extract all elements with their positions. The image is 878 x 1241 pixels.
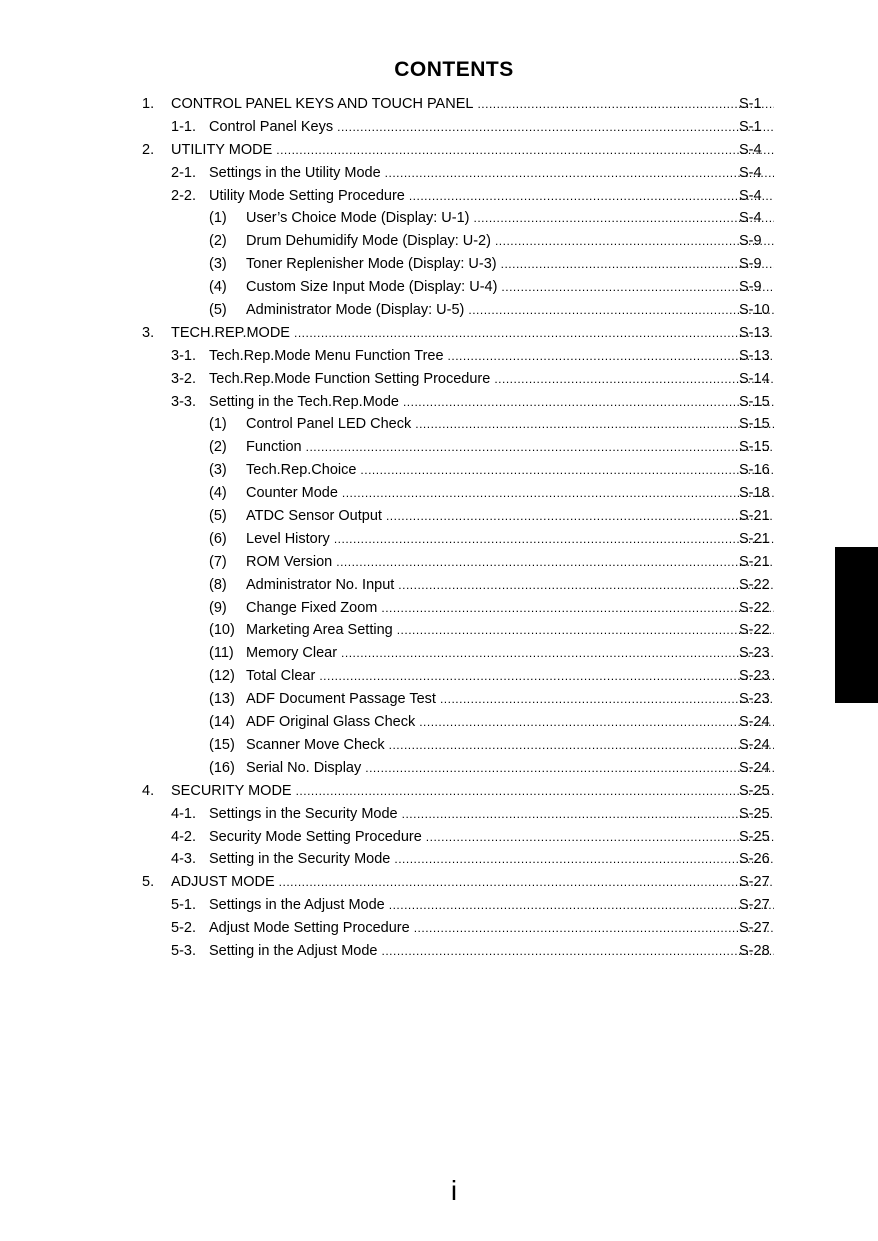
toc-entry-number: (6) xyxy=(209,530,227,547)
toc-entry[interactable] xyxy=(0,871,878,894)
toc-entry-number: (2) xyxy=(209,233,227,250)
toc-entry-page: S-21 xyxy=(739,530,770,547)
toc-entry[interactable] xyxy=(0,688,878,711)
toc-entry-text xyxy=(246,688,774,711)
toc-entry-page: S-25 xyxy=(739,782,770,799)
toc-entry-number: (12) xyxy=(209,668,235,685)
toc-entry-title: Serial No. Display xyxy=(246,759,362,776)
toc-entry-number: (14) xyxy=(209,714,235,731)
toc-entry-text xyxy=(209,826,774,849)
toc-entry-text xyxy=(246,574,774,597)
toc-entry-number: 3-2. xyxy=(171,370,196,387)
toc-entry-page: S-13 xyxy=(739,347,770,364)
toc-entry-text xyxy=(246,253,774,276)
toc-entry[interactable] xyxy=(0,436,878,459)
toc-entry-title: Total Clear xyxy=(246,668,316,685)
dot-leader xyxy=(389,894,774,917)
toc-entry-text xyxy=(246,299,774,322)
toc-entry-text xyxy=(209,894,774,917)
toc-entry[interactable] xyxy=(0,185,878,208)
toc-entry-text xyxy=(209,368,774,391)
toc-entry-text xyxy=(171,871,774,894)
toc-entry-title: Control Panel Keys xyxy=(209,118,334,135)
toc-entry-text xyxy=(209,185,774,208)
toc-entry-text xyxy=(246,528,774,551)
toc-entry-title: Tech.Rep.Mode Function Setting Procedure xyxy=(209,370,491,387)
toc-entry[interactable] xyxy=(0,93,878,116)
dot-leader xyxy=(381,597,774,620)
dot-leader xyxy=(409,185,774,208)
toc-entry-page: S-18 xyxy=(739,485,770,502)
toc-entry-number: (10) xyxy=(209,622,235,639)
dot-leader xyxy=(337,116,774,139)
toc-entry[interactable] xyxy=(0,253,878,276)
dot-leader xyxy=(385,162,774,185)
toc-entry-number: 3-3. xyxy=(171,393,196,410)
toc-entry-number: 5. xyxy=(142,874,155,891)
toc-entry-title: Settings in the Utility Mode xyxy=(209,164,381,181)
toc-entry-page: S-27 xyxy=(739,897,770,914)
toc-entry-title: ATDC Sensor Output xyxy=(246,508,382,525)
toc-entry-page: S-21 xyxy=(739,553,770,570)
toc-entry-number: (3) xyxy=(209,462,227,479)
toc-entry-number: (15) xyxy=(209,736,235,753)
toc-entry-text xyxy=(246,757,774,780)
toc-entry-number: 5-3. xyxy=(171,942,196,959)
toc-entry[interactable] xyxy=(0,505,878,528)
toc-entry-number: 4. xyxy=(142,782,155,799)
toc-entry-page: S-13 xyxy=(739,324,770,341)
toc-entry-text xyxy=(171,322,774,345)
toc-entry-text xyxy=(171,93,774,116)
toc-entry-number: (3) xyxy=(209,256,227,273)
toc-entry[interactable] xyxy=(0,917,878,940)
toc-entry-title: CONTROL PANEL KEYS AND TOUCH PANEL xyxy=(171,96,474,112)
toc-entry-title: Change Fixed Zoom xyxy=(246,599,378,616)
toc-entry-text xyxy=(209,391,774,414)
toc-entry-title: TECH.REP.MODE xyxy=(171,324,290,341)
toc-entry[interactable] xyxy=(0,757,878,780)
toc-entry-title: Setting in the Tech.Rep.Mode xyxy=(209,393,399,410)
toc-entry-page: S-9 xyxy=(739,256,762,273)
toc-entry[interactable] xyxy=(0,528,878,551)
toc-entry[interactable] xyxy=(0,619,878,642)
toc-entry-text xyxy=(246,482,774,505)
toc-entry-page: S-9 xyxy=(739,279,762,296)
toc-entry[interactable] xyxy=(0,780,878,803)
toc-entry-title: ROM Version xyxy=(246,553,333,570)
toc-entry-number: 4-1. xyxy=(171,805,196,822)
toc-entry-title: Security Mode Setting Procedure xyxy=(209,828,422,845)
toc-entry-title: Scanner Move Check xyxy=(246,736,385,753)
toc-entry-number: 4-2. xyxy=(171,828,196,845)
toc-entry-title: Toner Replenisher Mode (Display: U-3) xyxy=(246,256,497,273)
toc-entry-text xyxy=(209,917,774,940)
dot-leader xyxy=(398,574,774,597)
toc-entry[interactable] xyxy=(0,322,878,345)
toc-entry-text xyxy=(246,711,774,734)
toc-entry[interactable] xyxy=(0,826,878,849)
toc-entry-page: S-24 xyxy=(739,759,770,776)
dot-leader xyxy=(381,940,774,963)
toc-entry-title: Adjust Mode Setting Procedure xyxy=(209,920,410,937)
toc-entry[interactable] xyxy=(0,162,878,185)
dot-leader xyxy=(448,345,774,368)
dot-leader xyxy=(477,93,774,116)
dot-leader xyxy=(386,505,774,528)
toc-entry-page: S-23 xyxy=(739,645,770,662)
dot-leader xyxy=(306,436,774,459)
toc-entry[interactable] xyxy=(0,711,878,734)
dot-leader xyxy=(296,780,774,803)
dot-leader xyxy=(394,848,774,871)
toc-entry-number: 4-3. xyxy=(171,851,196,868)
toc-entry-title: User’s Choice Mode (Display: U-1) xyxy=(246,210,470,227)
toc-entry-number: (13) xyxy=(209,691,235,708)
toc-entry-page: S-4 xyxy=(739,210,762,227)
toc-entry-number: 1. xyxy=(142,96,155,112)
toc-entry-title: Settings in the Adjust Mode xyxy=(209,897,385,914)
toc-entry-number: (4) xyxy=(209,485,227,502)
toc-entry-text xyxy=(246,459,774,482)
toc-entry-number: (9) xyxy=(209,599,227,616)
toc-entry-number: (11) xyxy=(209,645,234,662)
toc-entry-text xyxy=(246,207,774,230)
toc-entry[interactable] xyxy=(0,207,878,230)
toc-entry-page: S-27 xyxy=(739,920,770,937)
toc-entry-title: Control Panel LED Check xyxy=(246,416,412,433)
toc-entry-text xyxy=(209,803,774,826)
dot-leader xyxy=(415,413,774,436)
toc-entry[interactable] xyxy=(0,413,878,436)
toc-entry-text xyxy=(209,345,774,368)
toc-entry-title: Tech.Rep.Mode Menu Function Tree xyxy=(209,347,444,364)
toc-entry-title: ADF Document Passage Test xyxy=(246,691,436,708)
dot-leader xyxy=(419,711,774,734)
toc-entry-text xyxy=(246,619,774,642)
toc-entry-text xyxy=(246,413,774,436)
toc-entry-number: (1) xyxy=(209,416,227,433)
toc-entry-number: (2) xyxy=(209,439,227,456)
dot-leader xyxy=(501,253,774,276)
toc-entry[interactable] xyxy=(0,940,878,963)
toc-entry-page: S-25 xyxy=(739,805,770,822)
toc-entry-title: Marketing Area Setting xyxy=(246,622,393,639)
toc-entry[interactable] xyxy=(0,642,878,665)
toc-entry-page: S-4 xyxy=(739,187,762,204)
section-tab-marker xyxy=(835,547,878,703)
toc-entry[interactable] xyxy=(0,894,878,917)
toc-entry-page: S-22 xyxy=(739,622,770,639)
toc-entry-page: S-16 xyxy=(739,462,770,479)
dot-leader xyxy=(341,642,774,665)
dot-leader xyxy=(360,459,774,482)
dot-leader xyxy=(334,528,774,551)
toc-entry[interactable] xyxy=(0,551,878,574)
toc-entry[interactable] xyxy=(0,345,878,368)
dot-leader xyxy=(473,207,774,230)
toc-entry-text xyxy=(171,780,774,803)
dot-leader xyxy=(276,139,774,162)
toc-entry[interactable] xyxy=(0,116,878,139)
toc-entry-number: (1) xyxy=(209,210,227,227)
toc-entry-title: Custom Size Input Mode (Display: U-4) xyxy=(246,279,498,296)
toc-entry-title: Administrator No. Input xyxy=(246,576,395,593)
toc-entry-number: (8) xyxy=(209,576,227,593)
toc-entry-text xyxy=(209,940,774,963)
toc-entry-page: S-23 xyxy=(739,691,770,708)
page-number: i xyxy=(450,1175,458,1206)
toc-entry-text xyxy=(209,162,774,185)
toc-entry-text xyxy=(209,116,774,139)
toc-entry-text xyxy=(246,230,774,253)
toc-entry-number: 3. xyxy=(142,324,155,341)
toc-entry-title: SECURITY MODE xyxy=(171,782,292,799)
toc-entry-text xyxy=(246,551,774,574)
dot-leader xyxy=(336,551,774,574)
toc-entry-number: 5-1. xyxy=(171,897,196,914)
dot-leader xyxy=(426,826,774,849)
toc-entry-number: (7) xyxy=(209,553,227,570)
toc-entry-page: S-1 xyxy=(739,96,762,112)
toc-entry-number: 5-2. xyxy=(171,920,196,937)
dot-leader xyxy=(501,276,774,299)
toc-entry-page: S-22 xyxy=(739,576,770,593)
toc-entry-number: (5) xyxy=(209,302,227,319)
toc-entry-number: (5) xyxy=(209,508,227,525)
toc-entry-number: 3-1. xyxy=(171,347,196,364)
toc-entry-page: S-4 xyxy=(739,164,762,181)
page-title: CONTENTS xyxy=(394,58,514,81)
toc-entry-page: S-23 xyxy=(739,668,770,685)
dot-leader xyxy=(402,803,774,826)
toc-entry-number: 2. xyxy=(142,141,155,158)
dot-leader xyxy=(468,299,774,322)
toc-entry-text xyxy=(246,665,774,688)
dot-leader xyxy=(440,688,774,711)
toc-entry-title: Function xyxy=(246,439,302,456)
toc-entry[interactable] xyxy=(0,574,878,597)
toc-entry[interactable] xyxy=(0,299,878,322)
toc-entry-title: Utility Mode Setting Procedure xyxy=(209,187,405,204)
toc-entry-title: Level History xyxy=(246,530,330,547)
toc-entry[interactable] xyxy=(0,734,878,757)
toc-entry-page: S-26 xyxy=(739,851,770,868)
toc-entry-page: S-24 xyxy=(739,714,770,731)
toc-entry-title: Memory Clear xyxy=(246,645,338,662)
toc-entry-title: Drum Dehumidify Mode (Display: U-2) xyxy=(246,233,491,250)
toc-entry-title: Administrator Mode (Display: U-5) xyxy=(246,302,465,319)
dot-leader xyxy=(279,871,774,894)
toc-entry-page: S-28 xyxy=(739,942,770,959)
toc-entry-page: S-4 xyxy=(739,141,762,158)
toc-entry-number: 1-1. xyxy=(171,118,196,135)
toc-entry[interactable] xyxy=(0,368,878,391)
toc-entry-page: S-15 xyxy=(739,439,770,456)
toc-entry-title: Counter Mode xyxy=(246,485,338,502)
toc-entry-page: S-15 xyxy=(739,393,770,410)
toc-entry[interactable] xyxy=(0,276,878,299)
toc-entry[interactable] xyxy=(0,391,878,414)
dot-leader xyxy=(494,368,774,391)
toc-entry-title: Tech.Rep.Choice xyxy=(246,462,357,479)
dot-leader xyxy=(389,734,774,757)
toc-entry-page: S-25 xyxy=(739,828,770,845)
toc-entry[interactable] xyxy=(0,139,878,162)
dot-leader xyxy=(342,482,774,505)
toc-entry-text xyxy=(246,597,774,620)
toc-entry-text xyxy=(246,642,774,665)
toc-entry-page: S-15 xyxy=(739,416,770,433)
dot-leader xyxy=(403,391,774,414)
toc-entry-text xyxy=(246,734,774,757)
toc-entry-text xyxy=(246,505,774,528)
toc-entry-number: (16) xyxy=(209,759,235,776)
toc-entry-page: S-1 xyxy=(739,118,762,135)
toc-entry-number: (4) xyxy=(209,279,227,296)
toc-entry-page: S-24 xyxy=(739,736,770,753)
toc-entry[interactable] xyxy=(0,803,878,826)
dot-leader xyxy=(495,230,774,253)
toc-entry-text xyxy=(209,848,774,871)
toc-entry[interactable] xyxy=(0,848,878,871)
toc-entry-text xyxy=(246,276,774,299)
toc-entry-title: ADJUST MODE xyxy=(171,874,275,891)
dot-leader xyxy=(319,665,774,688)
toc-entry[interactable] xyxy=(0,230,878,253)
toc-entry-title: Setting in the Security Mode xyxy=(209,851,391,868)
toc-entry[interactable] xyxy=(0,665,878,688)
toc-entry-title: UTILITY MODE xyxy=(171,141,273,158)
toc-entry-title: Setting in the Adjust Mode xyxy=(209,942,378,959)
table-of-contents xyxy=(0,93,878,963)
toc-entry-page: S-27 xyxy=(739,874,770,891)
toc-entry-page: S-22 xyxy=(739,599,770,616)
toc-entry-page: S-9 xyxy=(739,233,762,250)
dot-leader xyxy=(365,757,774,780)
toc-entry-title: Settings in the Security Mode xyxy=(209,805,398,822)
toc-entry[interactable] xyxy=(0,597,878,620)
toc-entry-number: 2-1. xyxy=(171,164,196,181)
toc-entry-page: S-14 xyxy=(739,370,770,387)
toc-entry-page: S-10 xyxy=(739,302,770,319)
toc-entry-page: S-21 xyxy=(739,508,770,525)
toc-entry-text xyxy=(246,436,774,459)
toc-entry-number: 2-2. xyxy=(171,187,196,204)
toc-entry-title: ADF Original Glass Check xyxy=(246,714,416,731)
toc-entry[interactable] xyxy=(0,482,878,505)
dot-leader xyxy=(414,917,774,940)
toc-entry-text xyxy=(171,139,774,162)
toc-entry[interactable] xyxy=(0,459,878,482)
dot-leader xyxy=(397,619,774,642)
dot-leader xyxy=(294,322,774,345)
